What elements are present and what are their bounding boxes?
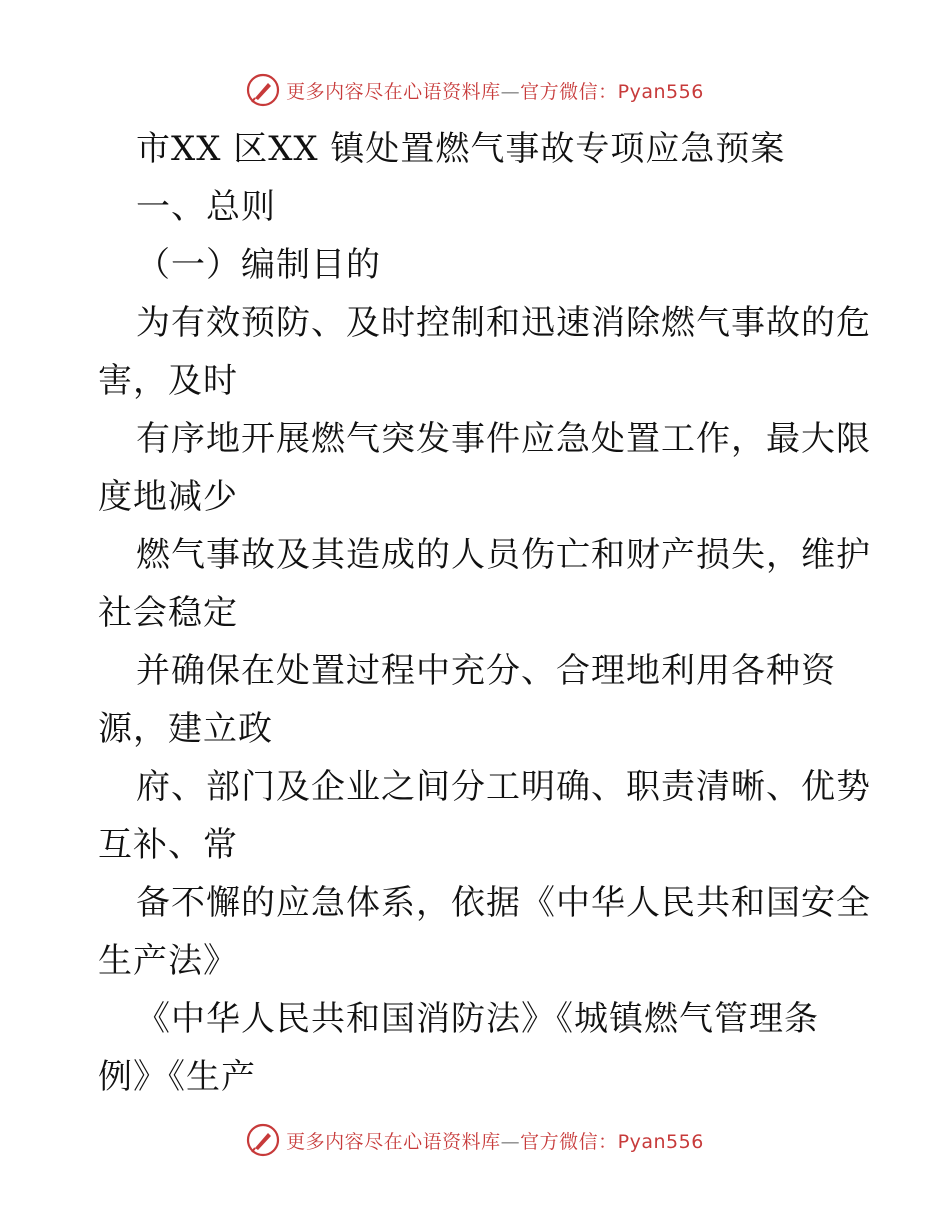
paragraph-line: 府、部门及企业之间分工明确、职责清晰、优势 — [136, 767, 871, 807]
paragraph-line: 互补、常 — [98, 825, 238, 865]
paragraph-line: 生产法》 — [98, 941, 238, 981]
watermark-text: 更多内容尽在心语资料库—官方微信：Pyan556 — [286, 1130, 704, 1153]
paragraph-line: 源，建立政 — [98, 709, 273, 749]
feather-pen-logo-icon — [246, 1123, 280, 1157]
subsection-heading: （一）编制目的 — [136, 245, 381, 285]
section-heading: 一、总则 — [136, 187, 276, 227]
paragraph-line: 害，及时 — [98, 361, 238, 401]
watermark-footer — [0, 1120, 950, 1160]
paragraph-line: 例》《生产 — [98, 1057, 256, 1097]
paragraph-line: 备不懈的应急体系，依据《中华人民共和国安全 — [136, 883, 871, 923]
paragraph-line: 燃气事故及其造成的人员伤亡和财产损失，维护 — [136, 535, 871, 575]
feather-pen-logo-icon — [246, 73, 280, 107]
paragraph-line: 《中华人民共和国消防法》《城镇燃气管理条 — [136, 999, 819, 1039]
paragraph-line: 度地减少 — [98, 477, 238, 517]
document-title: 市XX 区XX 镇处置燃气事故专项应急预案 — [136, 129, 786, 169]
watermark-header — [0, 70, 950, 110]
paragraph-line: 社会稳定 — [98, 593, 238, 633]
document-body — [98, 120, 871, 1106]
paragraph-line: 并确保在处置过程中充分、合理地利用各种资 — [136, 651, 836, 691]
paragraph-line: 有序地开展燃气突发事件应急处置工作，最大限 — [136, 419, 871, 459]
paragraph-line: 为有效预防、及时控制和迅速消除燃气事故的危 — [136, 303, 871, 343]
watermark-text: 更多内容尽在心语资料库—官方微信：Pyan556 — [286, 80, 704, 103]
